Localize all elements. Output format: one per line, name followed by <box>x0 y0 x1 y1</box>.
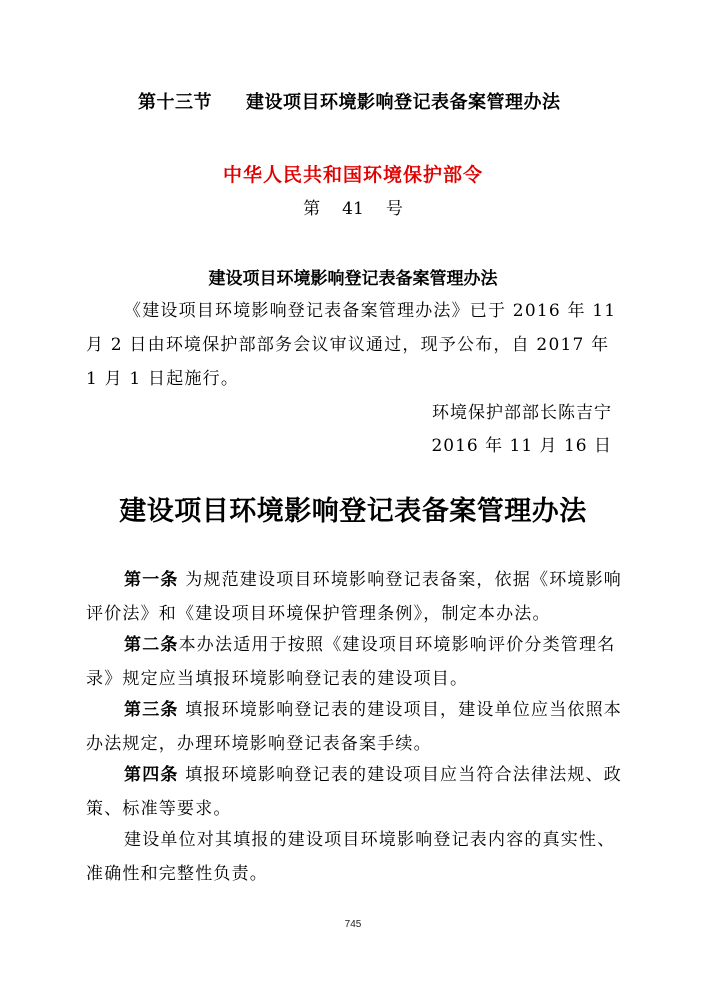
article-label: 第三条 <box>124 700 179 720</box>
article-2 <box>86 628 626 696</box>
article-text: 建设单位对其填报的建设项目环境影响登记表内容的真实性、准确性和完整性负责。 <box>86 830 616 884</box>
main-title: 建设项目环境影响登记表备案管理办法 <box>119 496 587 527</box>
section-title: 建设项目环境影响登记表备案管理办法 <box>246 92 561 113</box>
article-text: 本办法适用于按照《建设项目环境影响评价分类管理名录》规定应当填报环境影响登记表的建设项目。 <box>86 635 616 689</box>
section-number: 第十三节 <box>138 92 212 113</box>
article-label: 第二条 <box>124 635 179 655</box>
article-1 <box>86 563 626 631</box>
article-text: 填报环境影响登记表的建设项目，建设单位应当依照本办法规定，办理环境影响登记表备案手续。 <box>86 700 623 754</box>
article-text: 填报环境影响登记表的建设项目应当符合法律法规、政策、标准等要求。 <box>86 765 623 819</box>
page-number: 745 <box>344 919 362 930</box>
article-text: 为规范建设项目环境影响登记表备案，依据《环境影响评价法》和《建设项目环境保护管理条例》，制定本办法。 <box>86 570 623 624</box>
article-3 <box>86 693 626 761</box>
decree-number-value: 41 <box>342 199 364 219</box>
intro-paragraph: 《建设项目环境影响登记表备案管理办法》已于 2016 年 11 月 2 日由环境保护部部务会议审议通过，现予公布，自 2017 年 1 月 1 日起施行。 <box>86 301 617 389</box>
article-label: 第一条 <box>124 570 179 590</box>
article-4 <box>86 758 626 826</box>
section-heading <box>138 88 561 114</box>
article-4-paragraph-2 <box>86 823 626 891</box>
sign-date: 2016 年 11 月 16 日 <box>431 436 612 456</box>
decree-number-suffix: 号 <box>385 199 403 219</box>
signer: 环境保护部部长陈吉宁 <box>432 403 612 423</box>
decree-title: 中华人民共和国环境保护部令 <box>222 164 483 186</box>
article-label: 第四条 <box>124 765 179 785</box>
decree-number <box>0 194 706 219</box>
sub-title: 建设项目环境影响登记表备案管理办法 <box>208 269 498 289</box>
decree-number-prefix: 第 <box>303 199 321 219</box>
